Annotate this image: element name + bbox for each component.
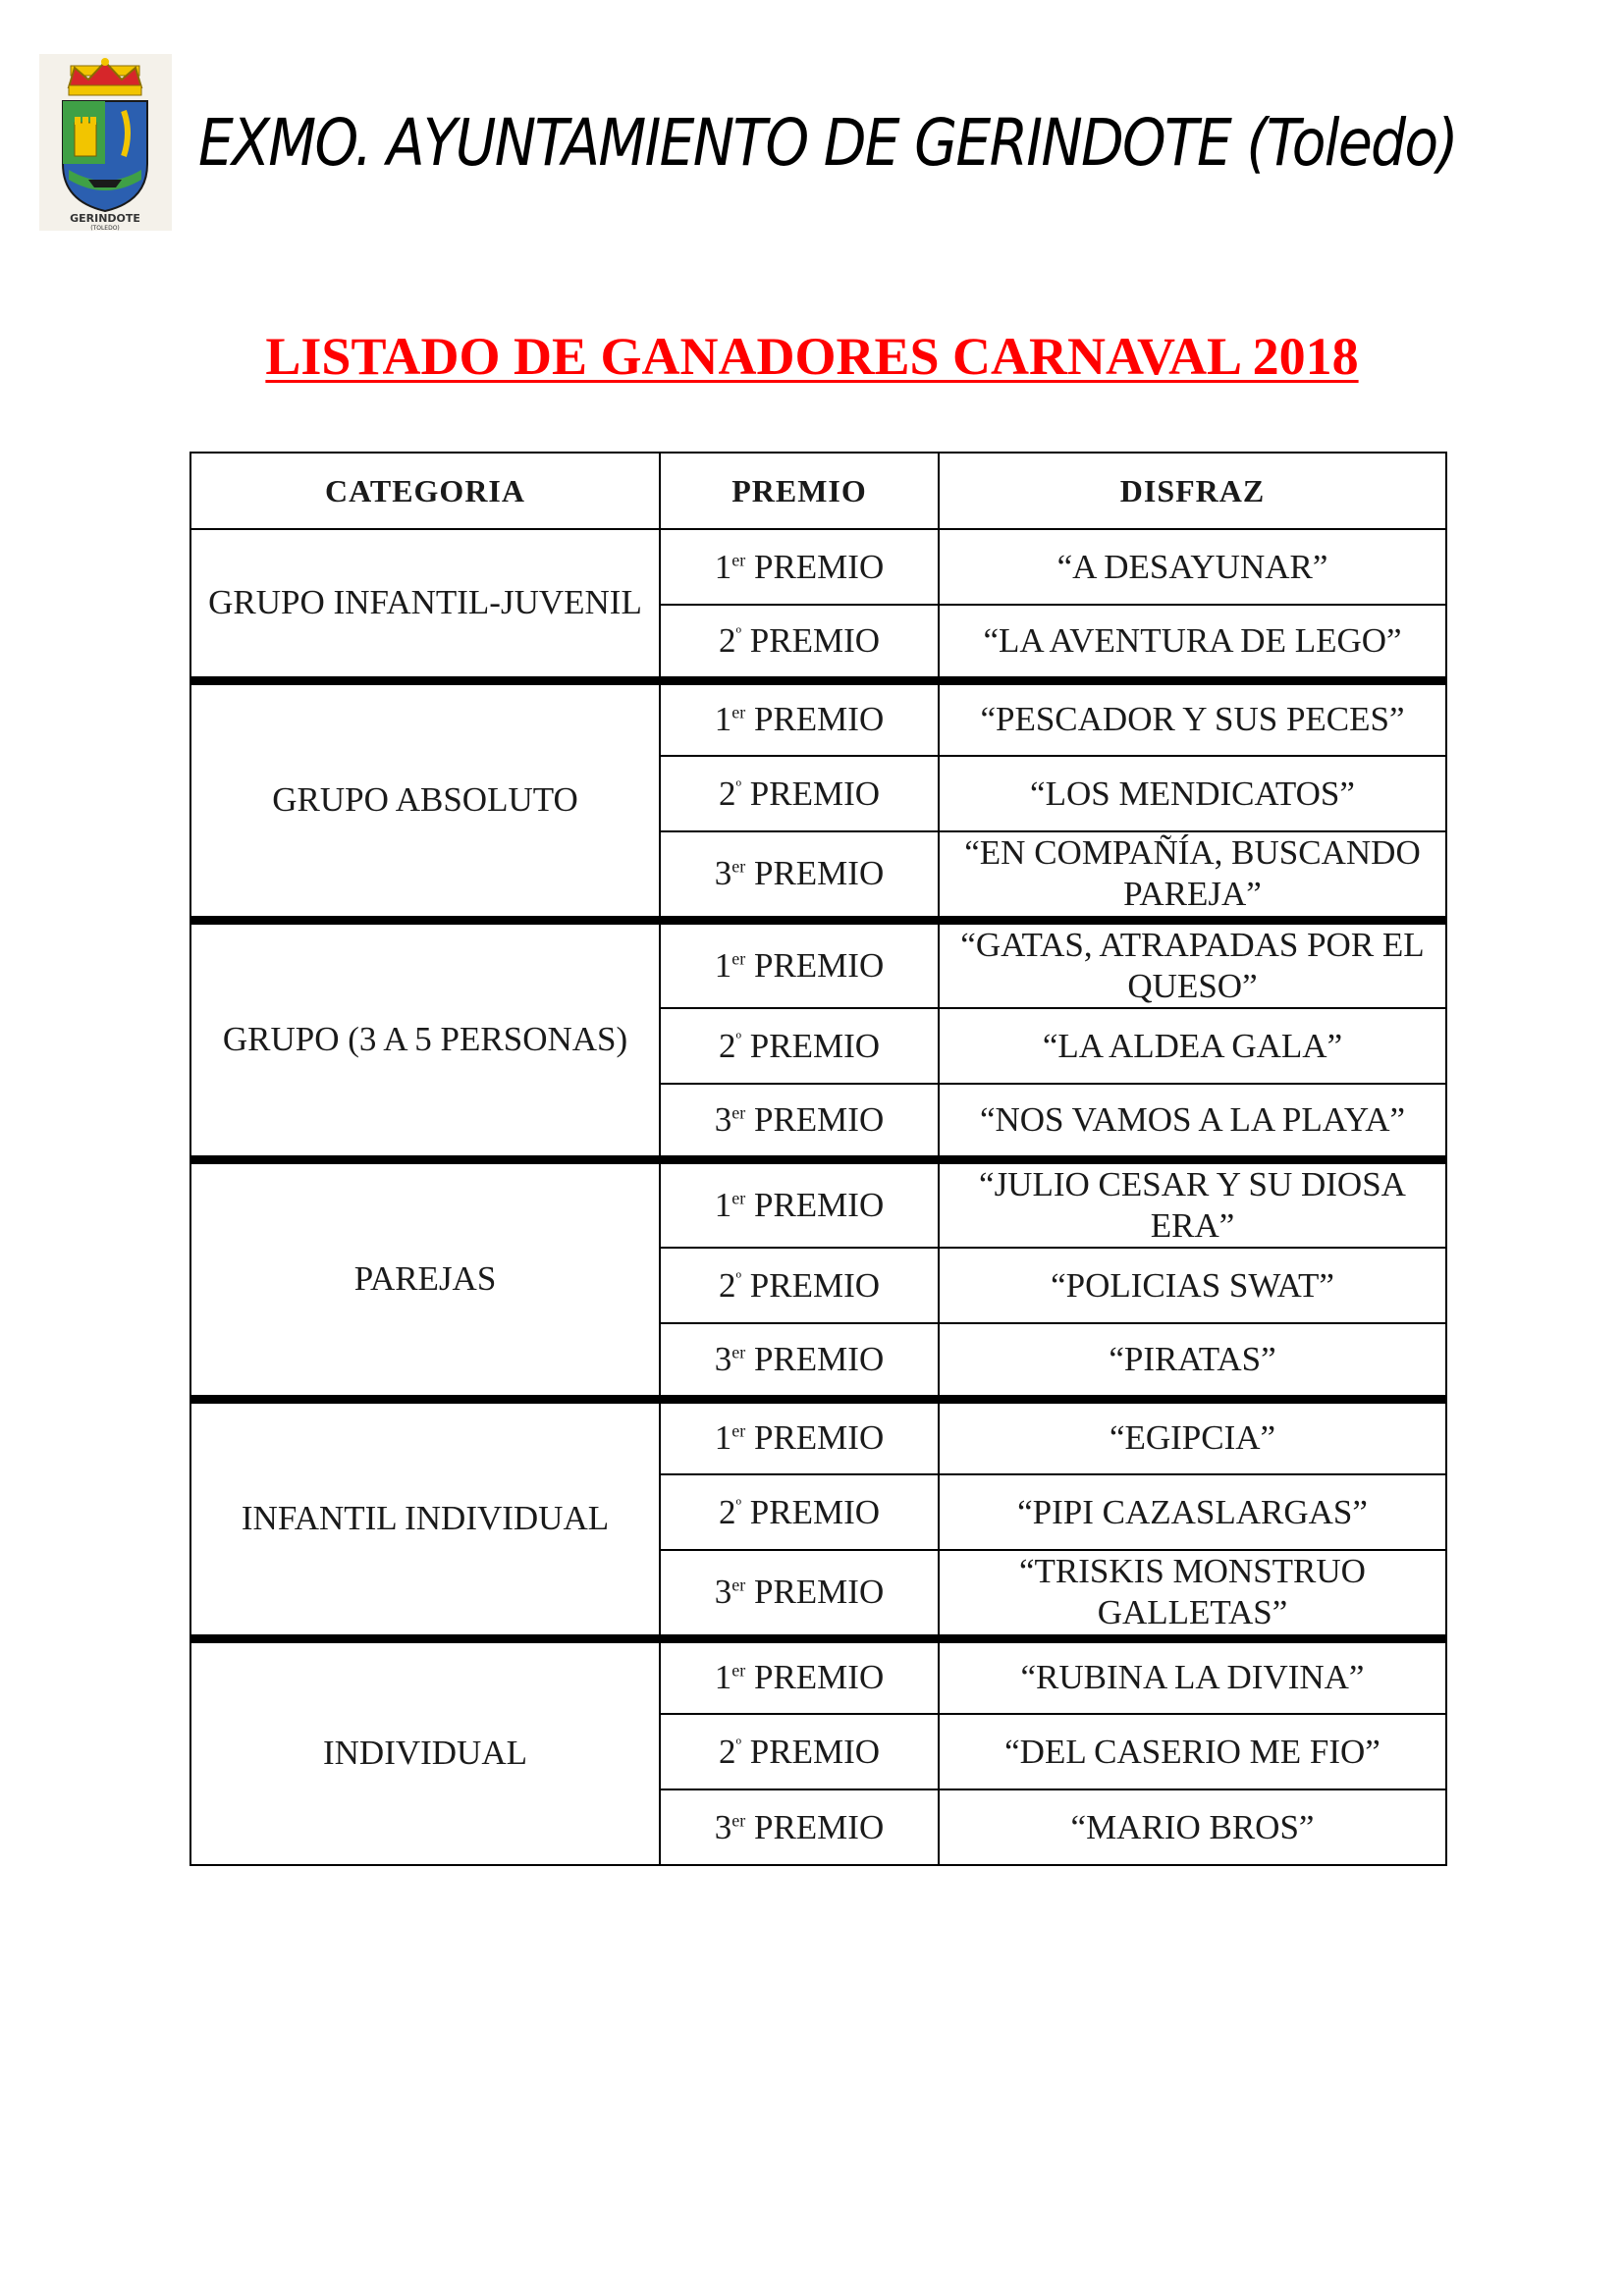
premio-ordinal: 2 [718, 1026, 736, 1065]
premio-ordinal: 2 [718, 1492, 736, 1531]
premio-label: PREMIO [753, 1099, 885, 1139]
premio-ordinal: 3 [714, 1807, 732, 1846]
premio-ordinal-suffix: er [731, 948, 746, 969]
table-row [190, 1399, 1446, 1474]
premio-ordinal-suffix: er [731, 1342, 746, 1362]
disfraz-cell: “RUBINA LA DIVINA” [939, 1638, 1446, 1714]
premio-cell [660, 529, 939, 605]
premio-cell [660, 605, 939, 680]
premio-label: PREMIO [753, 1658, 885, 1697]
document-header [39, 54, 1571, 236]
premio-ordinal-suffix: º [735, 1267, 742, 1288]
premio-cell [660, 1474, 939, 1550]
disfraz-cell: “PIPI CAZASLARGAS” [939, 1474, 1446, 1550]
premio-ordinal-suffix: er [731, 1660, 746, 1681]
premio-ordinal-suffix: º [735, 775, 742, 796]
disfraz-cell: “GATAS, ATRAPADAS POR EL QUESO” [939, 920, 1446, 1008]
column-header-categoria: CATEGORIA [190, 453, 660, 529]
disfraz-cell: “TRISKIS MONSTRUO GALLETAS” [939, 1550, 1446, 1638]
premio-label: PREMIO [749, 1732, 881, 1771]
disfraz-cell: “LOS MENDICATOS” [939, 756, 1446, 831]
premio-cell [660, 680, 939, 756]
disfraz-cell: “A DESAYUNAR” [939, 529, 1446, 605]
organization-title: EXMO. AYUNTAMIENTO DE GERINDOTE (Toledo) [198, 105, 1457, 181]
premio-label: PREMIO [753, 945, 885, 985]
document-title: LISTADO DE GANADORES CARNAVAL 2018 [265, 327, 1359, 386]
disfraz-cell: “PESCADOR Y SUS PECES” [939, 680, 1446, 756]
premio-label: PREMIO [749, 1492, 881, 1531]
premio-cell [660, 1550, 939, 1638]
premio-label: PREMIO [749, 774, 881, 813]
premio-cell [660, 1638, 939, 1714]
disfraz-cell: “DEL CASERIO ME FIO” [939, 1714, 1446, 1789]
premio-label: PREMIO [749, 1026, 881, 1065]
premio-ordinal: 1 [714, 945, 732, 985]
premio-ordinal: 1 [714, 700, 732, 739]
premio-ordinal: 3 [714, 1573, 732, 1612]
disfraz-cell: “PIRATAS” [939, 1323, 1446, 1399]
premio-ordinal: 1 [714, 1418, 732, 1458]
premio-ordinal: 3 [714, 1099, 732, 1139]
disfraz-cell: “LA AVENTURA DE LEGO” [939, 605, 1446, 680]
table-header-row [190, 453, 1446, 529]
category-cell: GRUPO (3 A 5 PERSONAS) [190, 920, 660, 1159]
premio-cell [660, 1084, 939, 1159]
disfraz-cell: “LA ALDEA GALA” [939, 1008, 1446, 1084]
table-row [190, 1638, 1446, 1714]
category-cell: GRUPO ABSOLUTO [190, 680, 660, 920]
disfraz-cell: “POLICIAS SWAT” [939, 1248, 1446, 1323]
winners-table [189, 452, 1447, 1866]
disfraz-cell: “EGIPCIA” [939, 1399, 1446, 1474]
table-row [190, 529, 1446, 605]
premio-cell [660, 920, 939, 1008]
premio-ordinal-suffix: er [731, 1420, 746, 1441]
premio-label: PREMIO [753, 1339, 885, 1378]
table-row [190, 680, 1446, 756]
premio-ordinal-suffix: º [735, 623, 742, 644]
premio-label: PREMIO [753, 1185, 885, 1224]
premio-ordinal: 1 [714, 547, 732, 586]
premio-ordinal-suffix: er [731, 702, 746, 722]
premio-ordinal: 1 [714, 1658, 732, 1697]
svg-text:GERINDOTE: GERINDOTE [70, 212, 140, 225]
premio-cell [660, 1714, 939, 1789]
premio-label: PREMIO [753, 700, 885, 739]
table-row [190, 1159, 1446, 1248]
svg-text:(TOLEDO): (TOLEDO) [90, 225, 120, 231]
premio-ordinal-suffix: º [735, 1734, 742, 1754]
premio-cell [660, 831, 939, 920]
category-cell: PAREJAS [190, 1159, 660, 1399]
category-cell: GRUPO INFANTIL-JUVENIL [190, 529, 660, 680]
premio-ordinal-suffix: er [731, 1575, 746, 1595]
premio-label: PREMIO [753, 1418, 885, 1458]
municipal-crest-logo [39, 54, 172, 231]
winners-table-body [190, 529, 1446, 1865]
premio-ordinal: 3 [714, 1339, 732, 1378]
premio-ordinal-suffix: º [735, 1494, 742, 1515]
premio-label: PREMIO [753, 547, 885, 586]
disfraz-cell: “MARIO BROS” [939, 1789, 1446, 1865]
premio-label: PREMIO [749, 620, 881, 660]
premio-label: PREMIO [749, 1265, 881, 1305]
premio-label: PREMIO [753, 1573, 885, 1612]
premio-cell [660, 1248, 939, 1323]
premio-ordinal: 2 [718, 774, 736, 813]
premio-ordinal-suffix: er [731, 1102, 746, 1123]
premio-cell [660, 756, 939, 831]
premio-ordinal: 2 [718, 1732, 736, 1771]
premio-ordinal: 1 [714, 1185, 732, 1224]
premio-cell [660, 1323, 939, 1399]
table-row [190, 920, 1446, 1008]
premio-ordinal-suffix: er [731, 856, 746, 877]
column-header-disfraz: DISFRAZ [939, 453, 1446, 529]
disfraz-cell: “JULIO CESAR Y SU DIOSA ERA” [939, 1159, 1446, 1248]
premio-ordinal: 3 [714, 854, 732, 893]
category-cell: INDIVIDUAL [190, 1638, 660, 1865]
premio-ordinal: 2 [718, 620, 736, 660]
category-cell: INFANTIL INDIVIDUAL [190, 1399, 660, 1638]
disfraz-cell: “EN COMPAÑÍA, BUSCANDO PAREJA” [939, 831, 1446, 920]
premio-ordinal-suffix: º [735, 1028, 742, 1048]
premio-cell [660, 1159, 939, 1248]
premio-cell [660, 1399, 939, 1474]
disfraz-cell: “NOS VAMOS A LA PLAYA” [939, 1084, 1446, 1159]
premio-ordinal: 2 [718, 1265, 736, 1305]
column-header-premio: PREMIO [660, 453, 939, 529]
premio-label: PREMIO [753, 854, 885, 893]
premio-cell [660, 1789, 939, 1865]
premio-ordinal-suffix: er [731, 549, 746, 569]
premio-ordinal-suffix: er [731, 1188, 746, 1208]
premio-cell [660, 1008, 939, 1084]
premio-label: PREMIO [753, 1807, 885, 1846]
premio-ordinal-suffix: er [731, 1809, 746, 1830]
